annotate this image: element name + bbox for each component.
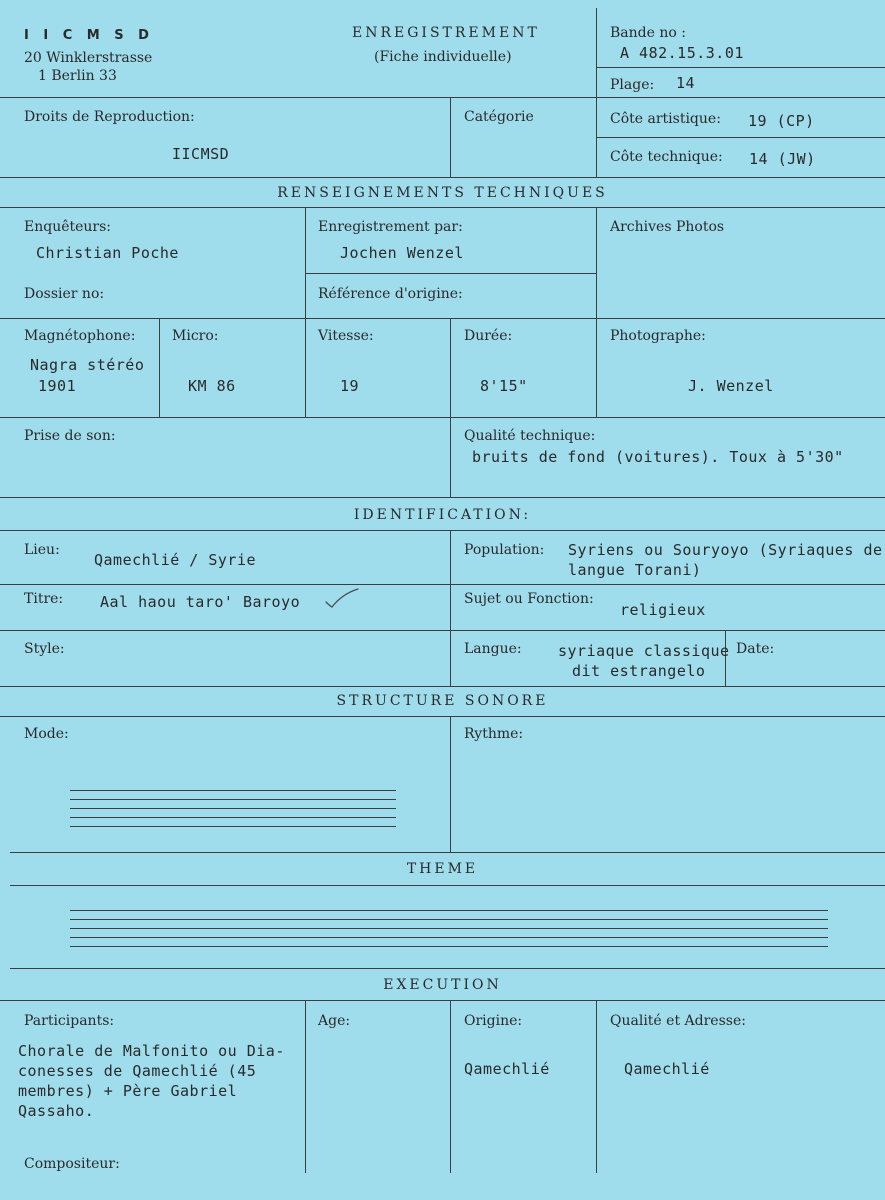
population-value-line1: Syriens ou Souryoyo (Syriaques de (568, 541, 883, 559)
rule (305, 273, 596, 274)
enqueteurs-value: Christian Poche (36, 244, 179, 262)
rule (0, 497, 885, 498)
rule (450, 1000, 451, 1173)
reference-origine-label: Référence d'origine: (318, 286, 463, 302)
population-value-line2: langue Torani) (568, 561, 702, 579)
rule (596, 207, 597, 417)
rule (0, 630, 885, 631)
rule (0, 207, 885, 208)
rule (450, 97, 451, 177)
magnetophone-value-line1: Nagra stéréo (30, 356, 145, 374)
mode-label: Mode: (24, 726, 69, 742)
categorie-label: Catégorie (464, 109, 534, 125)
sujet-fonction-label: Sujet ou Fonction: (464, 591, 594, 607)
compositeur-label: Compositeur: (24, 1156, 120, 1172)
org-name: I I C M S D (24, 28, 154, 43)
plage-value: 14 (676, 74, 696, 92)
langue-value-line1: syriaque classique (558, 642, 730, 660)
cote-artistique-value: 19 (CP) (748, 112, 815, 130)
dossier-label: Dossier no: (24, 286, 105, 302)
section-renseignements-techniques: RENSEIGNEMENTS TECHNIQUES (277, 185, 608, 201)
form-subtitle: (Fiche individuelle) (374, 49, 512, 65)
org-address-line1: 20 Winklerstrasse (24, 50, 153, 66)
magnetophone-label: Magnétophone: (24, 328, 136, 344)
duree-value: 8'15" (480, 377, 528, 395)
section-identification: IDENTIFICATION: (353, 507, 532, 523)
micro-label: Micro: (172, 328, 219, 344)
archives-photos-label: Archives Photos (610, 219, 725, 235)
age-label: Age: (318, 1013, 351, 1029)
rule (10, 968, 885, 969)
rule (0, 716, 885, 717)
qualite-adresse-label: Qualité et Adresse: (610, 1013, 746, 1029)
cote-technique-value: 14 (JW) (749, 150, 816, 168)
rule (305, 207, 306, 417)
vitesse-label: Vitesse: (318, 328, 374, 344)
rule (10, 852, 885, 853)
rule (450, 530, 451, 686)
participants-line: membres) + Père Gabriel (18, 1082, 238, 1100)
rule (450, 417, 451, 497)
rule (596, 137, 885, 138)
enregistrement-par-label: Enregistrement par: (318, 219, 463, 235)
lieu-value: Qamechlié / Syrie (94, 551, 257, 569)
rule (596, 67, 885, 68)
langue-value-line2: dit estrangelo (572, 662, 706, 680)
population-label: Population: (464, 542, 545, 558)
lieu-label: Lieu: (24, 542, 60, 558)
qualite-technique-value: bruits de fond (voitures). Toux à 5'30" (472, 448, 844, 466)
sujet-fonction-value: religieux (620, 601, 706, 619)
titre-value: Aal haou taro' Baroyo (100, 593, 301, 611)
droits-label: Droits de Reproduction: (24, 109, 195, 125)
rule (305, 1000, 306, 1173)
cote-technique-label: Côte technique: (610, 149, 723, 165)
participants-label: Participants: (24, 1013, 115, 1029)
enqueteurs-label: Enquêteurs: (24, 219, 112, 235)
droits-value: IICMSD (172, 145, 230, 163)
rule (0, 530, 885, 531)
prise-de-son-label: Prise de son: (24, 428, 116, 444)
vitesse-value: 19 (340, 377, 360, 395)
form-title: ENREGISTREMENT (352, 25, 540, 41)
rule (0, 1000, 885, 1001)
participants-line: Chorale de Malfonito ou Dia- (18, 1042, 285, 1060)
origine-value: Qamechlié (464, 1060, 550, 1078)
enregistrement-par-value: Jochen Wenzel (340, 244, 464, 262)
style-label: Style: (24, 641, 65, 657)
rule (0, 318, 885, 319)
participants-line: conesses de Qamechlié (45 (18, 1062, 257, 1080)
bande-label: Bande no : (610, 25, 686, 41)
section-structure-sonore: STRUCTURE SONORE (336, 693, 549, 709)
titre-label: Titre: (24, 591, 64, 607)
checkmark-icon (322, 586, 362, 610)
org-address-line2: 1 Berlin 33 (38, 68, 117, 84)
rule (0, 584, 885, 585)
rule (596, 1000, 597, 1173)
participants-line: Qassaho. (18, 1102, 95, 1120)
section-theme: THEME (406, 861, 479, 877)
langue-label: Langue: (464, 641, 522, 657)
duree-label: Durée: (464, 328, 513, 344)
rythme-label: Rythme: (464, 726, 524, 742)
cote-artistique-label: Côte artistique: (610, 111, 721, 127)
section-execution: EXECUTION (383, 977, 502, 993)
qualite-technique-label: Qualité technique: (464, 428, 596, 444)
rule (0, 686, 885, 687)
origine-label: Origine: (464, 1013, 523, 1029)
plage-label: Plage: (610, 77, 655, 93)
rule (450, 318, 451, 417)
date-label: Date: (736, 641, 775, 657)
bande-value: A 482.15.3.01 (620, 44, 744, 62)
rule (596, 8, 597, 177)
rule (10, 885, 885, 886)
photographe-value: J. Wenzel (688, 377, 774, 395)
micro-value: KM 86 (188, 377, 236, 395)
rule (0, 97, 885, 98)
rule (450, 716, 451, 852)
rule (0, 177, 885, 178)
rule (0, 417, 885, 418)
magnetophone-value-line2: 1901 (38, 377, 77, 395)
rule (159, 318, 160, 417)
qualite-adresse-value: Qamechlié (624, 1060, 710, 1078)
photographe-label: Photographe: (610, 328, 706, 344)
